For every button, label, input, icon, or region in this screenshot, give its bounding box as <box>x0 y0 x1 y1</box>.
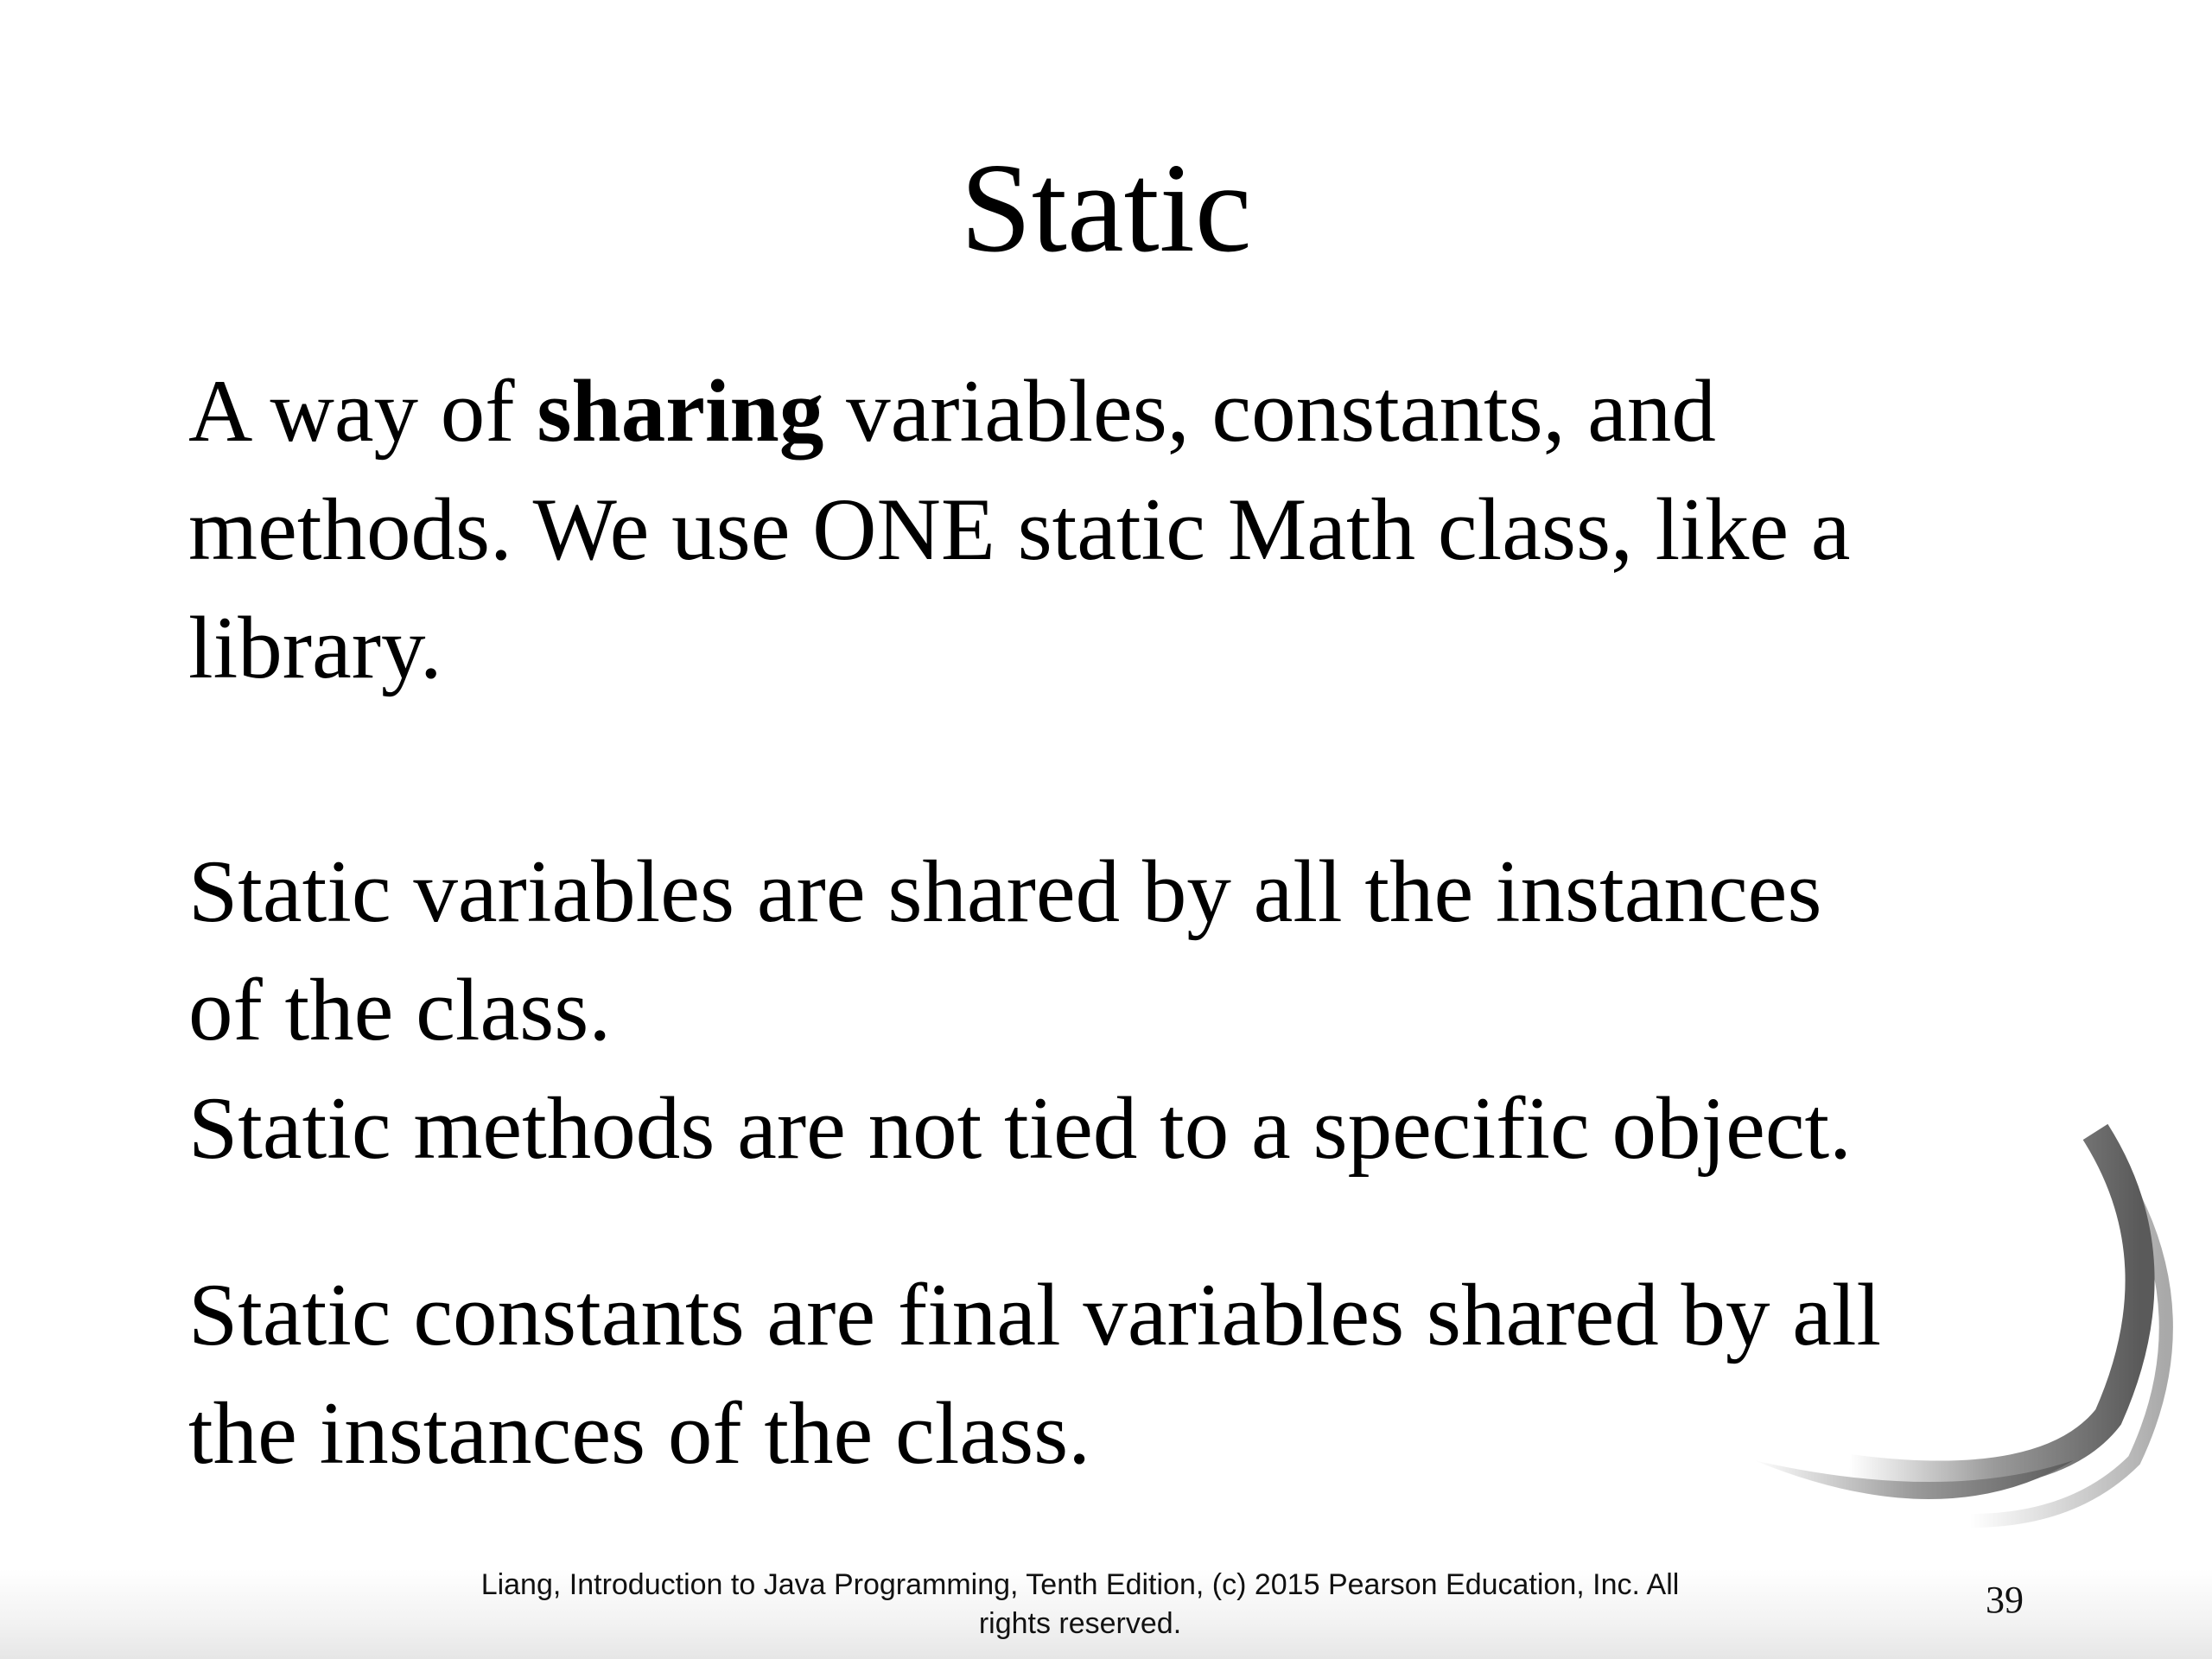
paragraph-line: of the class. <box>188 961 612 1059</box>
text-run: variables, constants, and <box>823 362 1716 461</box>
paragraph-line: the instances of the class. <box>188 1384 1090 1483</box>
paragraph-sharing-definition <box>188 353 2089 708</box>
paragraph-static-constants <box>188 1256 2089 1493</box>
paragraph-line: Static variables are shared by all the instances <box>188 842 1822 941</box>
page-number: 39 <box>1986 1579 2024 1621</box>
paragraph-static-variables-methods <box>188 833 2089 1188</box>
footer-copyright <box>432 1566 1728 1643</box>
paragraph-line <box>188 353 2089 471</box>
footer-copyright-line: Liang, Introduction to Java Programming, Tenth Edition, (c) 2015 Pearson Education, Inc. All <box>480 1568 1680 1601</box>
slide-title: Static <box>960 137 1252 279</box>
emphasized-word: sharing <box>537 362 824 461</box>
footer-copyright-line: rights reserved. <box>978 1607 1182 1640</box>
paragraph-line: library. <box>188 599 442 697</box>
paragraph-line: Static constants are final variables shared by all <box>188 1266 1882 1364</box>
paragraph-line: methods. We use ONE static Math class, like a <box>188 480 1851 579</box>
paragraph-line: Static methods are not tied to a specific object. <box>188 1079 1852 1178</box>
text-run: A way of <box>188 362 537 461</box>
